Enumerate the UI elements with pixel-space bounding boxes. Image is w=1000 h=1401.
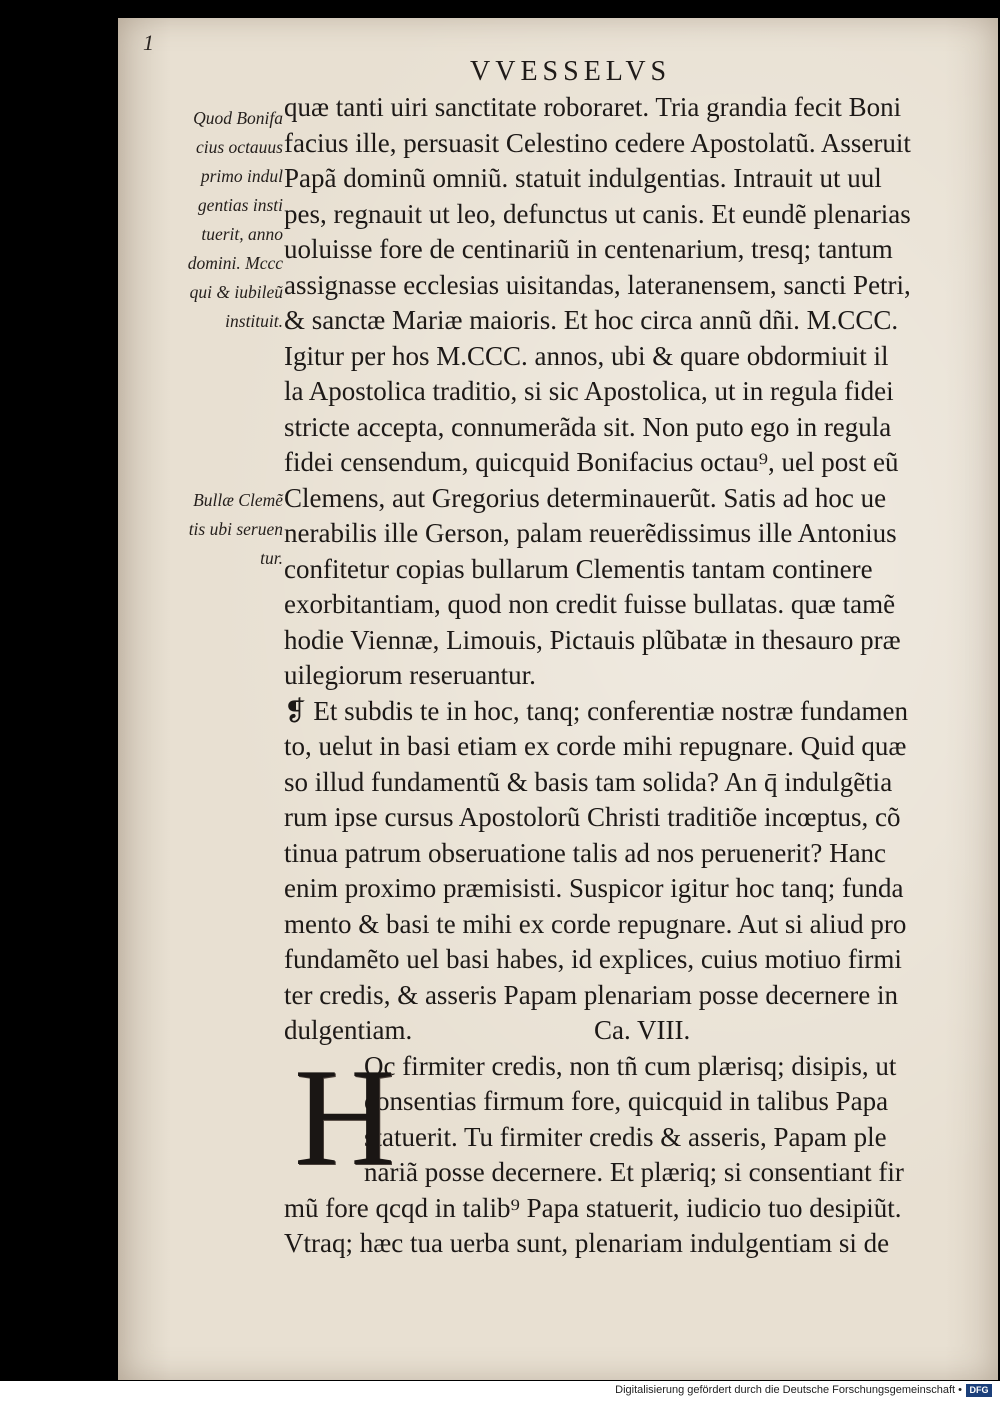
text-line: so illud fundamentũ & basis tam solida? An q̄ indulgẽtia [284, 766, 893, 797]
margin-note-line: tis ubi seruen [188, 519, 283, 539]
text-line: fidei censendum, quicquid Bonifacius octau⁹, uel post eũ [284, 447, 899, 477]
initial-paragraph [284, 1039, 944, 1195]
margin-note-line: cius octauus [195, 137, 283, 157]
text-line: nerabilis ille Gerson, palam reuerẽdissimus ille Antonius [284, 518, 897, 548]
text-line: fundamẽto uel basi habes, id explices, cuius motiuo firmi [284, 944, 902, 974]
paragraph-mark-line: ❡ Et subdis te in hoc, tanq; conferentiæ nostræ fundamen [284, 695, 909, 726]
text-line: exorbitantiam, quod non credit fuisse bullatas. quæ tamẽ [284, 589, 896, 619]
text-line: dulgentiam. [284, 1015, 413, 1045]
running-head: VVESSELVS [470, 56, 672, 87]
text-line: statuerit. Tu firmiter credis & asseris, Papam ple [364, 1121, 887, 1152]
text-line: Vtraq; hæc tua uerba sunt, plenariam indulgentiam si de [284, 1228, 890, 1258]
margin-note-line: domini. Mccc [187, 253, 283, 273]
text-line: mento & basi te mihi ex corde repugnare. Aut si aliud pro [284, 908, 907, 939]
text-line: to, uelut in basi etiam ex corde mihi repugnare. Quid quæ [284, 731, 907, 761]
book-page [118, 18, 998, 1380]
text-line: consentias firmum fore, quicquid in talibus Papa [364, 1086, 889, 1116]
text-line: Clemens, aut Gregorius determinauerũt. Satis ad hoc ue [284, 482, 887, 513]
text-line: & sanctæ Mariæ maioris. Et hoc circa annũ dñi. M.CCC. [284, 305, 899, 335]
text-line: mũ fore qcqd in talib⁹ Papa statuerit, iudicio tuo desipiũt. [284, 1192, 902, 1223]
text-line: quæ tanti uiri sanctitate roboraret. Tria grandia fecit Boni [284, 92, 902, 122]
drop-cap-initial: H [294, 1039, 396, 1195]
footer-bar [0, 1381, 1000, 1401]
text-line: assignasse ecclesias uisitandas, lateranensem, sancti Petri, [284, 269, 911, 300]
text-line: rum ipse cursus Apostolorũ Christi traditiõe incœptus, cõ [284, 802, 901, 832]
text-line: pes, regnauit ut leo, defunctus ut canis. Et eundẽ plenarias [284, 198, 911, 229]
text-line: confitetur copias bullarum Clementis tantam continere [284, 553, 873, 584]
margin-note-bullae [148, 486, 283, 573]
text-line: Oc firmiter credis, non tñ cum plærisq; disipis, ut [364, 1050, 897, 1081]
text-line: hodie Viennæ, Limouis, Pictauis plũbatæ in thesauro præ [284, 624, 901, 655]
text-line: uoluisse fore de centinariũ in centenarium, tresq; tantum [284, 234, 893, 264]
main-text [284, 90, 944, 1262]
text-line: la Apostolica traditio, si sic Apostolica, ut in regula fidei [284, 376, 894, 406]
text-line: uilegiorum reseruantur. [284, 660, 536, 690]
margin-note-line: tur. [260, 548, 283, 568]
margin-note-line: primo indul [200, 166, 283, 186]
margin-note-line: qui & iubileũ [189, 282, 283, 302]
text-line: enim proximo præmisisti. Suspicor igitur hoc tanq; funda [284, 873, 904, 903]
margin-note-line: Bullæ Clemẽ [193, 490, 283, 510]
funding-credit: Digitalisierung gefördert durch die Deutsche Forschungsgemeinschaft • [615, 1384, 962, 1396]
text-line: nariã posse decernere. Et plæriq; si consentiant fir [364, 1157, 904, 1187]
text-line: tinua patrum obseruatione talis ad nos peruenerit? Hanc [284, 837, 887, 868]
text-line: Papã dominũ omniũ. statuit indulgentias. Intrauit ut uul [284, 163, 882, 193]
text-line: ter credis, & asseris Papam plenariam posse decernere in [284, 979, 899, 1010]
text-line: Igitur per hos M.CCC. annos, ubi & quare obdormiuit il [284, 340, 889, 371]
chapter-heading: Ca. VIII. [594, 1015, 691, 1045]
dfg-logo-icon: DFG [966, 1384, 992, 1397]
text-line: stricte accepta, connumerãda sit. Non puto ego in regula [284, 411, 892, 442]
margin-note-line: tuerit, anno [201, 224, 283, 244]
margin-note-bonifacius [148, 104, 283, 336]
margin-note-line: Quod Bonifa [193, 108, 283, 128]
page-marker: 1 [143, 30, 154, 55]
margin-note-line: gentias insti [197, 195, 283, 215]
margin-note-line: instituit. [225, 311, 283, 331]
text-line: facius ille, persuasit Celestino cedere Apostolatũ. Asseruit [284, 127, 911, 158]
